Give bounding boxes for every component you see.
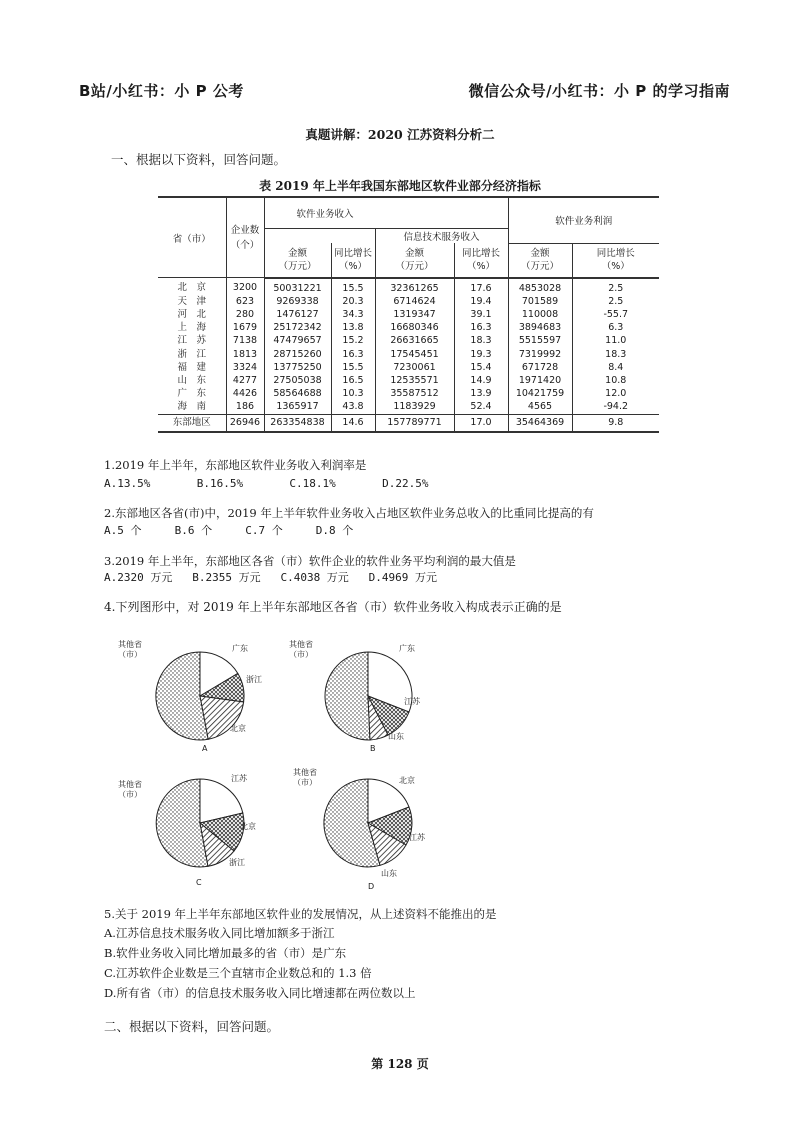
table-cell: 13.8 [331,321,375,334]
col-header-profit: 软件业务利润 [508,197,659,243]
table-cell: 9269338 [264,295,331,308]
sub-header-growth [331,243,375,278]
table-cell: 15.4 [454,361,508,374]
question-4: 4.下列图形中，对 2019 年上半年东部地区各省（市）软件业务收入构成表示正确的是 [104,600,562,614]
table-cell: 4565 [508,400,572,414]
pie-a-label-1: 广东 [232,644,248,653]
pie-d-label-2: 江苏 [409,833,425,842]
header-right: 微信公众号/小红书：小 P 的学习指南 [468,82,730,100]
sub-header-growth [572,243,659,278]
table-cell: 14.6 [331,414,375,432]
table-cell: 5515597 [508,334,572,347]
question-1-options: A.13.5% B.16.5% C.18.1% D.22.5% [104,477,429,490]
table-cell: 25172342 [264,321,331,334]
table-cell: 12535571 [375,374,454,387]
table-cell: 110008 [508,308,572,321]
col-header-count-line2: （个） [230,239,260,251]
table-cell: 10.8 [605,374,627,386]
table-cell: 上 海 [158,321,226,334]
table-cell: 19.4 [454,295,508,308]
question-5: 5.关于 2019 年上半年东部地区软件业的发展情况，从上述资料不能推出的是 [104,907,497,921]
pie-d-label-3: 山东 [381,869,397,878]
table-cell: 52.4 [454,400,508,414]
pie-b-label-1: 广东 [399,644,415,653]
sub-header-growth-label: 同比增长 [333,247,372,259]
section-1-intro: 一、根据以下资料，回答问题。 [111,152,287,167]
table-cell: 35464369 [508,414,572,432]
table-cell: 15.2 [331,334,375,347]
sub-header-amount-label: 金额 [530,248,550,259]
table-cell: 1365917 [264,400,331,414]
table-row [158,308,659,321]
table-cell: 1476127 [264,308,331,321]
table-cell: 2.5 [608,295,624,307]
table-cell: 6714624 [375,295,454,308]
table-cell: 43.8 [331,400,375,414]
pie-c-label-1: 江苏 [231,774,247,783]
sub-header-growth-unit: （%） [338,260,368,272]
table-cell: 10.3 [331,387,375,400]
question-1: 1.2019 年上半年，东部地区软件业务收入利润率是 [104,458,367,472]
question-2: 2.东部地区各省(市)中，2019 年上半年软件业务收入占地区软件业务总收入的比重同比提高的有 [104,506,594,520]
table-cell: 15.5 [331,361,375,374]
table-cell: 海 南 [158,400,226,414]
table-cell: 1971420 [508,374,572,387]
table-cell: 山 东 [158,374,226,387]
table-cell: 280 [226,308,264,321]
pie-c-label-2: 北京 [240,822,256,831]
table-cell: 3894683 [508,321,572,334]
table-cell: 17.6 [454,278,508,295]
col-header-count-line1: 企业数 [230,224,260,236]
pie-c-others-label: 其他省 （市） [118,780,142,799]
table-cell: 4277 [226,374,264,387]
sub-header-amount-unit: （万元） [278,260,317,272]
question-5-option-d: D.所有省（市）的信息技术服务收入同比增速都在两位数以上 [104,986,416,1000]
table-cell: 河 北 [158,308,226,321]
pie-d-others-label: 其他省 （市） [293,768,317,787]
sub-header-growth-label: 同比增长 [596,248,635,259]
table-cell: 16.5 [331,374,375,387]
table-cell: 6.3 [608,322,624,334]
sub-header-amount-label: 金额 [404,247,424,259]
table-cell: 3200 [226,278,264,295]
table-cell: 东部地区 [158,414,226,432]
table-cell: 3324 [226,361,264,374]
table-cell: 701589 [508,295,572,308]
sub-header-growth [454,243,508,278]
table-cell: 1679 [226,321,264,334]
table-cell: 26631665 [375,334,454,347]
table-row [158,278,659,295]
table-cell: 浙 江 [158,348,226,361]
question-2-options: A.5 个 B.6 个 C.7 个 D.8 个 [104,524,354,537]
table-cell: 20.3 [331,295,375,308]
pie-b-label-3: 山东 [388,732,404,741]
col-header-revenue: 软件业务收入 [264,197,508,229]
table-row [158,321,659,334]
pie-d-label-1: 北京 [399,776,415,785]
table-cell: 江 苏 [158,334,226,347]
page-title: 真题讲解：2020 江苏资料分析二 [305,127,495,142]
question-5-option-b: B.软件业务收入同比增加最多的省（市）是广东 [104,946,347,960]
table-cell: 1319347 [375,308,454,321]
question-3: 3.2019 年上半年，东部地区各省（市）软件企业的软件业务平均利润的最大值是 [104,554,516,568]
table-cell: 13775250 [264,361,331,374]
question-5-option-a: A.江苏信息技术服务收入同比增加额多于浙江 [104,926,335,940]
table-cell: 13.9 [454,387,508,400]
table-cell: 27505038 [264,374,331,387]
sub-header-amount [375,243,454,278]
table-cell: 17545451 [375,348,454,361]
pie-a-label-2: 浙江 [246,675,262,684]
sub-header-amount [264,243,331,278]
table-cell: 福 建 [158,361,226,374]
table-cell: 7138 [226,334,264,347]
table-cell: 671728 [508,361,572,374]
table-caption: 表 2019 年上半年我国东部地区软件业部分经济指标 [259,179,541,193]
table-cell: 9.8 [572,414,659,432]
table-cell: 4426 [226,387,264,400]
question-3-options: A.2320 万元 B.2355 万元 C.4038 万元 D.4969 万元 [104,571,438,584]
table-cell: 1813 [226,348,264,361]
table-cell: 16.3 [331,348,375,361]
table-cell: 广 东 [158,387,226,400]
question-5-option-c: C.江苏软件企业数是三个直辖市企业数总和的 1.3 倍 [104,966,372,980]
pie-b-caption: B [370,744,376,753]
table-cell: 39.1 [454,308,508,321]
table-cell: 19.3 [454,348,508,361]
sub-header-amount-label: 金额 [287,247,307,259]
economic-indicators-table [158,196,659,433]
pie-a-others-label: 其他省 （市） [118,640,142,659]
table-cell: 天 津 [158,295,226,308]
pie-chart-d[interactable] [318,773,418,873]
table-cell: 35587512 [375,387,454,400]
table-cell: 12.0 [605,388,627,400]
sub-header-amount-unit: （万元） [520,261,559,272]
table-cell: 32361265 [375,278,454,295]
table-cell: 8.4 [608,361,624,373]
table-cell: 623 [226,295,264,308]
table-cell: 北 京 [158,278,226,295]
table-row [158,374,659,387]
pie-d-caption: D [368,882,375,891]
table-total-row [158,414,659,432]
table-cell: 263354838 [264,414,331,432]
table-cell: 15.5 [331,278,375,295]
table-cell: 186 [226,400,264,414]
table-cell: 58564688 [264,387,331,400]
table-cell: 7319992 [508,348,572,361]
table-cell: 2.5 [608,282,624,294]
table-cell: 10421759 [508,387,572,400]
page-number: 第 128 页 [371,1057,429,1071]
table-row [158,387,659,400]
pie-c-caption: C [196,878,202,887]
section-2-intro: 二、根据以下资料，回答问题。 [104,1019,280,1034]
table-row [158,361,659,374]
table-row [158,334,659,347]
pie-a-caption: A [202,744,208,753]
table-row [158,348,659,361]
table-row [158,295,659,308]
table-cell: 11.0 [605,335,627,347]
col-header-province: 省（市） [158,197,226,278]
header-left: B站/小红书：小 P 公考 [79,82,244,100]
table-cell: -55.7 [603,308,629,320]
sub-header-amount [508,243,572,278]
table-cell: 18.3 [605,348,627,360]
table-cell: 47479657 [264,334,331,347]
table-cell: 50031221 [264,278,331,295]
pie-c-label-3: 浙江 [229,858,245,867]
sub-header-growth-unit: （%） [601,261,630,272]
pie-a-label-3: 北京 [230,724,246,733]
table-cell: 1183929 [375,400,454,414]
table-cell: 28715260 [264,348,331,361]
table-cell: 14.9 [454,374,508,387]
table-cell: -94.2 [603,401,629,413]
pie-b-others-label: 其他省 （市） [289,640,313,659]
table-cell: 18.3 [454,334,508,347]
table-cell: 4853028 [508,278,572,295]
pie-chart-b[interactable] [318,646,418,746]
table-cell: 16.3 [454,321,508,334]
sub-header-growth-label: 同比增长 [461,247,500,259]
table-cell: 7230061 [375,361,454,374]
col-header-count [226,197,264,278]
sub-header-growth-unit: （%） [466,260,496,272]
table-cell: 26946 [226,414,264,432]
pie-b-label-2: 江苏 [404,697,420,706]
table-cell: 34.3 [331,308,375,321]
table-row [158,400,659,414]
table-cell: 17.0 [454,414,508,432]
table-cell: 157789771 [375,414,454,432]
col-header-it-service: 信息技术服务收入 [375,229,508,244]
table-cell: 16680346 [375,321,454,334]
sub-header-amount-unit: （万元） [395,260,434,272]
